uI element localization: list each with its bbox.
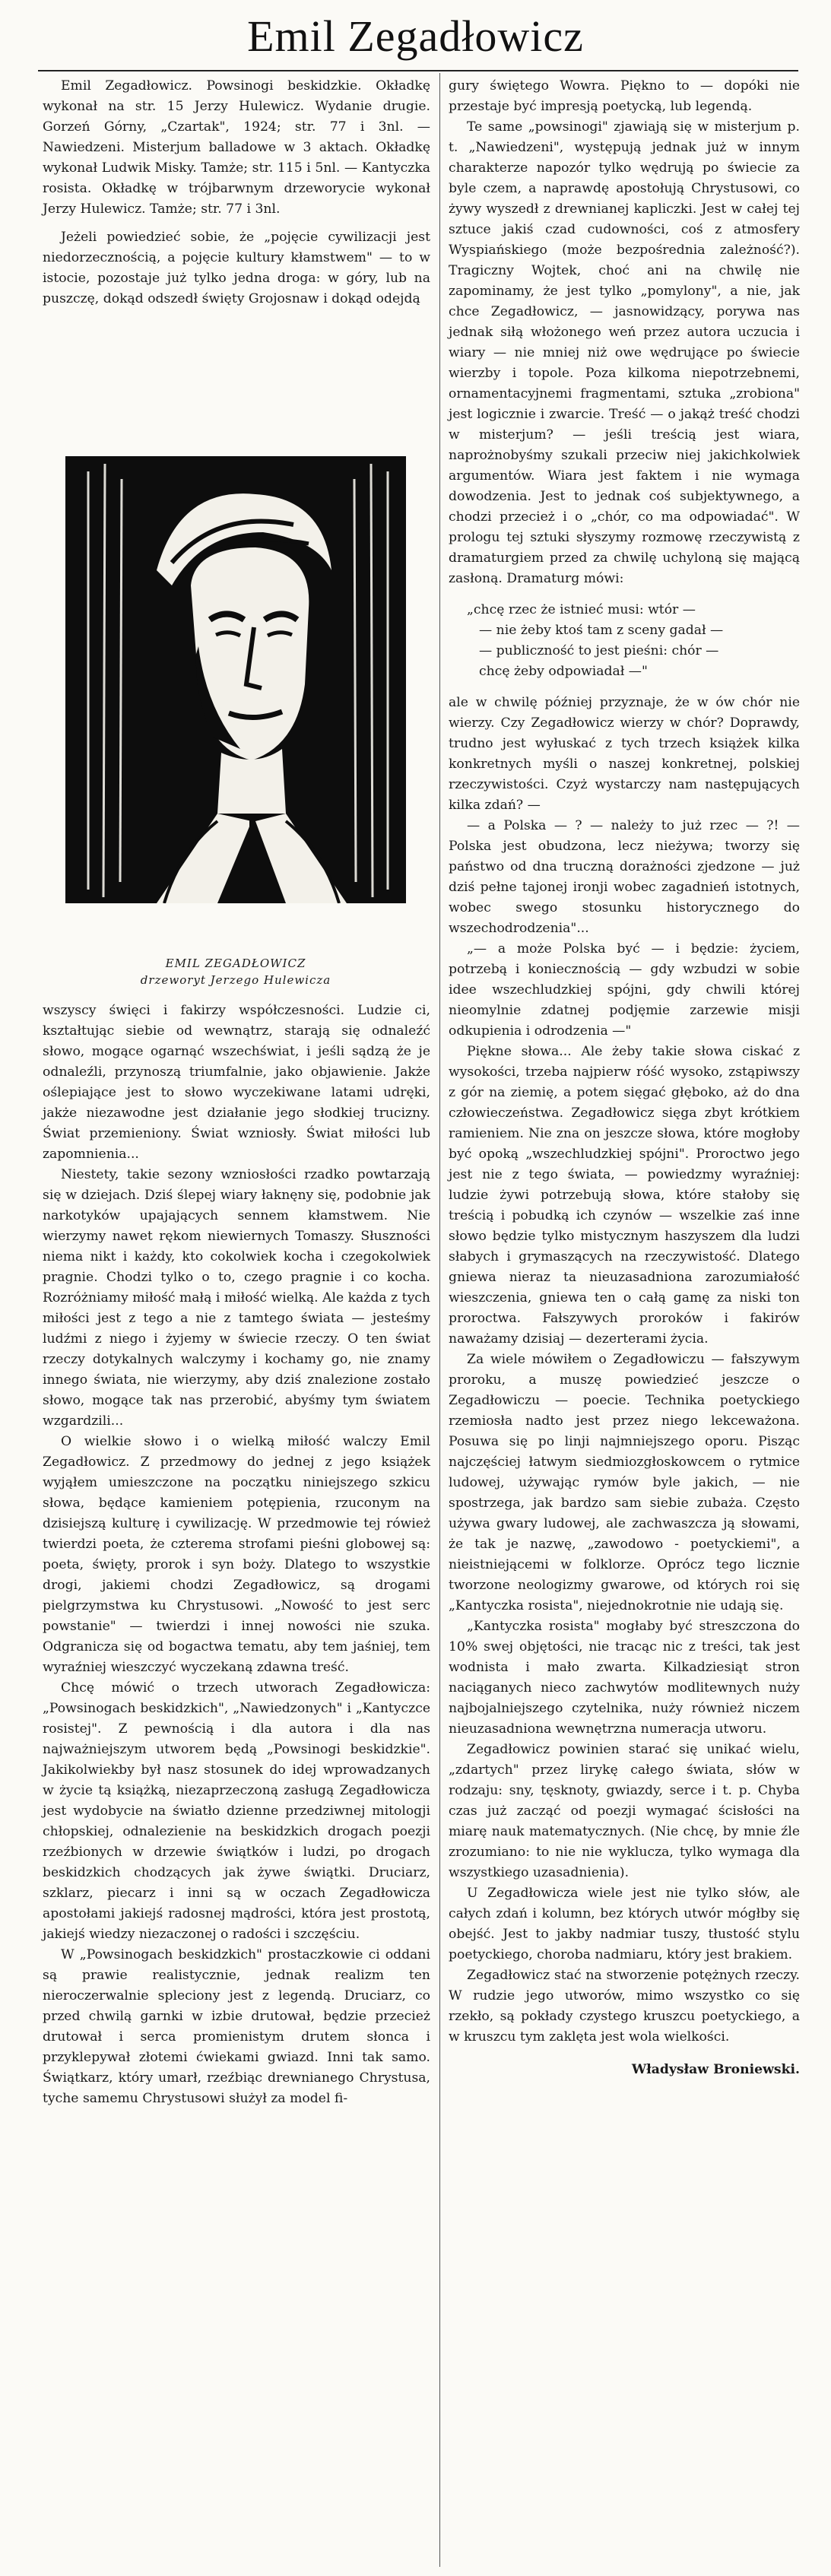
body-paragraph: ale w chwilę później przyznaje, że w ów chór nie wierzy. Czy Zegadłowicz wierzy w chór? Doprawdy, trudno jest wyłuskać z tych trzech książek kilka konkretnych myśli o naszej konkretnej, polskiej rzeczywistości. Czyż wystarczy nam następujących kilka zdań? — [449,695,800,813]
body-paragraph: „Kantyczka rosista" mogłaby być streszczona do 10% swej objętości, nie tracąc nic z treści, tak jest wodnista i mało zwarta. Kilkadziesiąt stron naciąganych nieco zachwytów modlitewnych nuży najbojalniejszego czytelnika, nuży również niczem nieuzasadniona wewnętrzna numeracja utworu. [449,1619,800,1737]
column-divider [439,73,440,2567]
body-paragraph: — a Polska — ? — należy to już rzec — ?! — Polska jest obudzona, lecz nieżywa; tworzy się państwo od dna truczną dorażności zjedzone — już dziś pełne tajonej ironji wobec zagadnień istotnych, wobec swego stosunku historycznego do wszechodrodzenia"... [449,818,800,936]
body-paragraph: Zegadłowicz powinien starać się unikać wielu, „zdartych" przez lirykę całego świata, słów w rodzaju: sny, tęsknoty, gwiazdy, serce i t. p. Chyba czas już zacząć od poezji wymagać ścisłości na miarę nauk matematycznych. (Nie chcę, by mnie źle zrozumiano: to nie nie wyklucza, tylko wymaga dla wszystkiego uzasadnienia). [449,1742,800,1880]
body-paragraph: W „Powsinogach beskidzkich" prostaczkowie ci oddani są prawie realistycznie, jednak realizm ten nieroczerwalnie spleciony jest z legendą. Druciarz, co przed chwilą garnki w izbie drutował, będzie przecież drutował i serca promienistym drutem słonca i przyklepywał złotemi ćwiekami gwiazd. Inni tak samo. Świątkarz, który umarł, rzeźbiąc drewnianego Chrystusa, tyche samemu Chrystusowi służył za model fi- [43,1947,430,2106]
body-paragraph: wszyscy święci i fakirzy współczesności. Ludzie ci, kształtując siebie od wewnątrz, starają się odnaleźć słowo, mogące ogarnąć wszechświat, i jeśli sądzą że je odnaleźli, przynoszą triumfalnie, jako objawienie. Jakże oślepiające jest to słowo wyczekiwane latami udręki, jakże niezawodne jest działanie jego słodkiej trucizny. Świat przemieniony. Świat wzniosły. Świat miłości lub zapomnienia... [43,1003,430,1162]
caption-name: EMIL ZEGADŁOWICZ [165,956,306,970]
caption-credit: drzeworyt Jerzego Hulewicza [140,973,331,987]
left-body [43,1001,430,2109]
body-paragraph: U Zegadłowicza wiele jest nie tylko słów, ale całych zdań i kolumn, bez których utwór mógłby się obejść. Jest to jakby nadmiar tuszy, tłustość stylu poetyckiego, choroba nadmiaru, który jest brakiem. [449,1886,800,1962]
poem-line: — nie żeby ktoś tam z sceny gadał — [479,623,724,638]
poem-line: chcę żeby odpowiadał —" [479,664,648,679]
woodcut-caption [65,955,406,988]
body-paragraph: Zegadłowicz stać na stworzenie potężnych rzeczy. W rudzie jego utworów, mimo wszystko co się rzekło, są pokłady czystego kruszcu poetyckiego, a w kruszcu tym zaklęta jest wola wielkości. [449,1968,800,2045]
body-paragraph: Piękne słowa... Ale żeby takie słowa ciskać z wysokości, trzeba najpierw róść wysoko, zstąpiwszy z gór na ziemię, a potem sięgać głęboko, aż do dna człowieczeństwa. Zegadłowicz sięga zbyt krótkiem ramieniem. Nie zna on jeszcze słowa, które mogłoby być opoką „wszechludzkiej spójni". Prorоctwo jego jest nie z tego świata, — powiedzmy wyraźniej: ludzie żywi potrzebują słowa, które stałoby się treścią i pobudką ich czynów — wszelkie zaś inne słowo będzie tylko mistycznym haszyszem dla ludzi słabych i grymaszących na rzeczywistość. Dlatego gniewa nieraz ta nieuzasadniona zarozumiałość wieszczenia, gniewa ten o całą gamę za niski ton proroctwa. Fałszywych proroków i fakirów naważamy dzisiaj — dezerterami życia. [449,1044,800,1347]
bibliography-note: Emil Zegadłowicz. Powsinogi beskidzkie. Okładkę wykonał na str. 15 Jerzy Hulewicz. Wydanie drugie. Gorzeń Górny, „Czartak", 1924; str. 77 i 3nl. — Nawiedzeni. Misterjum balladowe w 3 aktach. Okładkę wykonał Ludwik Misky. Tamże; str. 115 i 5nl. — Kantyczka rosista. Okładkę w trójbarwnym drzeworycie wykonał Jerzy Hulewicz. Tamże; str. 77 i 3nl. [43,78,430,217]
body-paragraph: „— a może Polska być — i będzie: życiem, potrzebą i koniecznością — gdy wzbudzi w sobie idee wszechludzkiej spójni, gdy chwili której nieomylnie zdatnej podjęmie zarzewie misji odkupienia i odrodzenia —" [449,941,800,1039]
intro-paragraph: Jeżeli powiedzieć sobie, że „pojęcie cywilizacji jest niedorzecznością, a pojęcie kultury kłamstwem" — to w istocie, pozostaje już tylko jedna droga: w góry, lub na puszczę, dokąd odszedł święty Grojosnaw i dokąd odejdą [43,230,430,306]
article-title: Emil Zegadłowicz [247,11,584,61]
poem-line: — publiczność to jest pieśni: chór — [479,643,719,658]
body-paragraph: Niestety, takie sezony wzniosłości rzadko powtarzają się w dziejach. Dziś ślepej wiary łaknęny się, podobnie jak narkotyków upajających sennem kłamstwem. Nie wierzymy nawet rękom niewiernych Tomaszy. Słuszności niema nikt i każdy, kto cokolwiek kocha i czegokolwiek pragnie. Chodzi tylko o to, czego pragnie i co kocha. Rozróżniamy miłość małą i miłość wielką. Ale każda z tych miłości jest z tego a nie z tamtego świata — jesteśmy ludźmi z niego i żyjemy w świecie rzeczy. O ten świat rzeczy dotykalnych walczymy i kochamy go, nie znamy innego świata, nie wierzymy, aby dziś znalezione zostało słowo, mogące tak nas przerobić, abyśmy tym światem wzgardzili... [43,1167,430,1429]
left-intro [43,76,430,309]
body-paragraph: O wielkie słowo i o wielką miłość walczy Emil Zegadłowicz. Z przedmowy do jednej z jego książek wyjąłem umieszczone na początku niniejszego szkicu słowa, będące kamieniem potępienia, rzuconym na dzisiejszą kulturę i cywilizację. W przedmowie tej rówież twierdzi poeta, że czterema strofami pieśni globowej są: poeta, święty, prorok i syn boży. Dlatego to wszystkie drogi, jakiemi chodzi Zegadłowicz, są drogami pielgrzymstwa ku Chrystusowi. „Nowość to jest serc powstanie" — twierdzi i innej nowości nie szuka. Odgranicza się od bogactwa tematu, aby tem jaśniej, tem wyraźniej wieszczyć wyczekaną zdawna treść. [43,1434,430,1675]
title-rule [38,70,798,71]
body-paragraph: gury świętego Wowra. Piękno to — dopóki nie przestaje być impresją poetycką, lub legendą. [449,78,800,114]
body-paragraph: Za wiele mówiłem o Zegadłowiczu — fałszywym proroku, a muszę powiedzieć jeszcze o Zegadłowiczu — poecie. Technika poetyckiego rzemiosła nadto jest przez niego lekceważona. Posuwa się po linji najmniejszego oporu. Pisząc najczęściej łatwym siedmiozgłoskowcem o rytmice ludowej, używając rymów byle jakich, — nie spostrzega, jak bardzo sam siebie zubaża. Często używa gwary ludowej, ale zachwaszcza ją słowami, że tak je nazwę, „zawodowo - poetyckiemi", a nieistniejącemi w folklorze. Oprócz tego licznie tworzone neologizmy gwarowe, od których roi się „Kantyczka rosista", niejednokrotnie nie udają się. [449,1352,800,1613]
body-paragraph: Chcę mówić o trzech utworach Zegadłowicza: „Powsinogach beskidzkich", „Nawiedzonych" i „Kantyczce rosistej". Z pewnością i dla autora i dla nas najważniejszym utworem będą „Powsinogi beskidzkie". Jakikolwiekby był nasz stosunek do idej wprowadzanych w życie tą książką, niezaprzeczoną zasługą Zegadłowicza jest wydobycie na światło dzienne przedziwnej mitologji chłopskiej, odnalezienie na beskidzkich drogach poezji rzeźbionych w drzewie świątków i ludzi, po drogach beskidzkich chodzących jak żywe świątki. Druciarz, szklarz, piecarz i inni są w oczach Zegadłowicza apostołami jakiejś radosnej mądrości, która jest prostotą, jakiejś wiedzy niezaczonej o radości i szczęściu. [43,1680,430,1942]
author-signature: Władysław Broniewski. [631,2062,800,2077]
poem-line: „chcę rzec że istnieć musi: wtór — [467,602,696,617]
woodcut-portrait-image [65,456,406,903]
right-top [449,76,800,2080]
body-paragraph: Te same „powsinogi" zjawiają się w misterjum p. t. „Nawiedzeni", występują jednak już w innym charakterze napozór tylko wędrują po świecie za byle czem, a naprawdę apostołują Chrystusowi, co żywy wyszedł z drewnianej kapliczki. Jest w całej tej sztuce jakiś czad cudowności, coś z atmosfery Wyspiańskiego (może bezpośrednia zależność?). Tragiczny Wojtek, choć ani na chwilę nie zapominamy, że jest tylko „pomylony", a nie, jak chce Zegadłowicz, — jasnowidzący, porywa nas jednak siłą włożonego weń przez autora uczucia i wiary — nie mniej niż owe wędrujące po świecie wierzby i topole. Poza kilkoma niepotrzebnemi, ornamentacyjnemi fragmentami, sztuka „zrobiona" jest logicznie i zwarcie. Treść — o jakąż treść chodzi w misterjum? — jeśli treścią jest wiara, naprożnobyśmy szukali przeciw niej jakichkolwiek argumentów. Wiara jest faktem i nie wymaga dowodzenia. Jest to jednak coś subjektywnego, a chodzi przecież i o „chór, co ma odpowiadać". W prologu tej sztuki słyszymy rozmowę rzeczywistą z dramaturgiem przed za chwilę uchyloną się mającą zasłoną. Dramaturg mówi: [449,119,800,586]
